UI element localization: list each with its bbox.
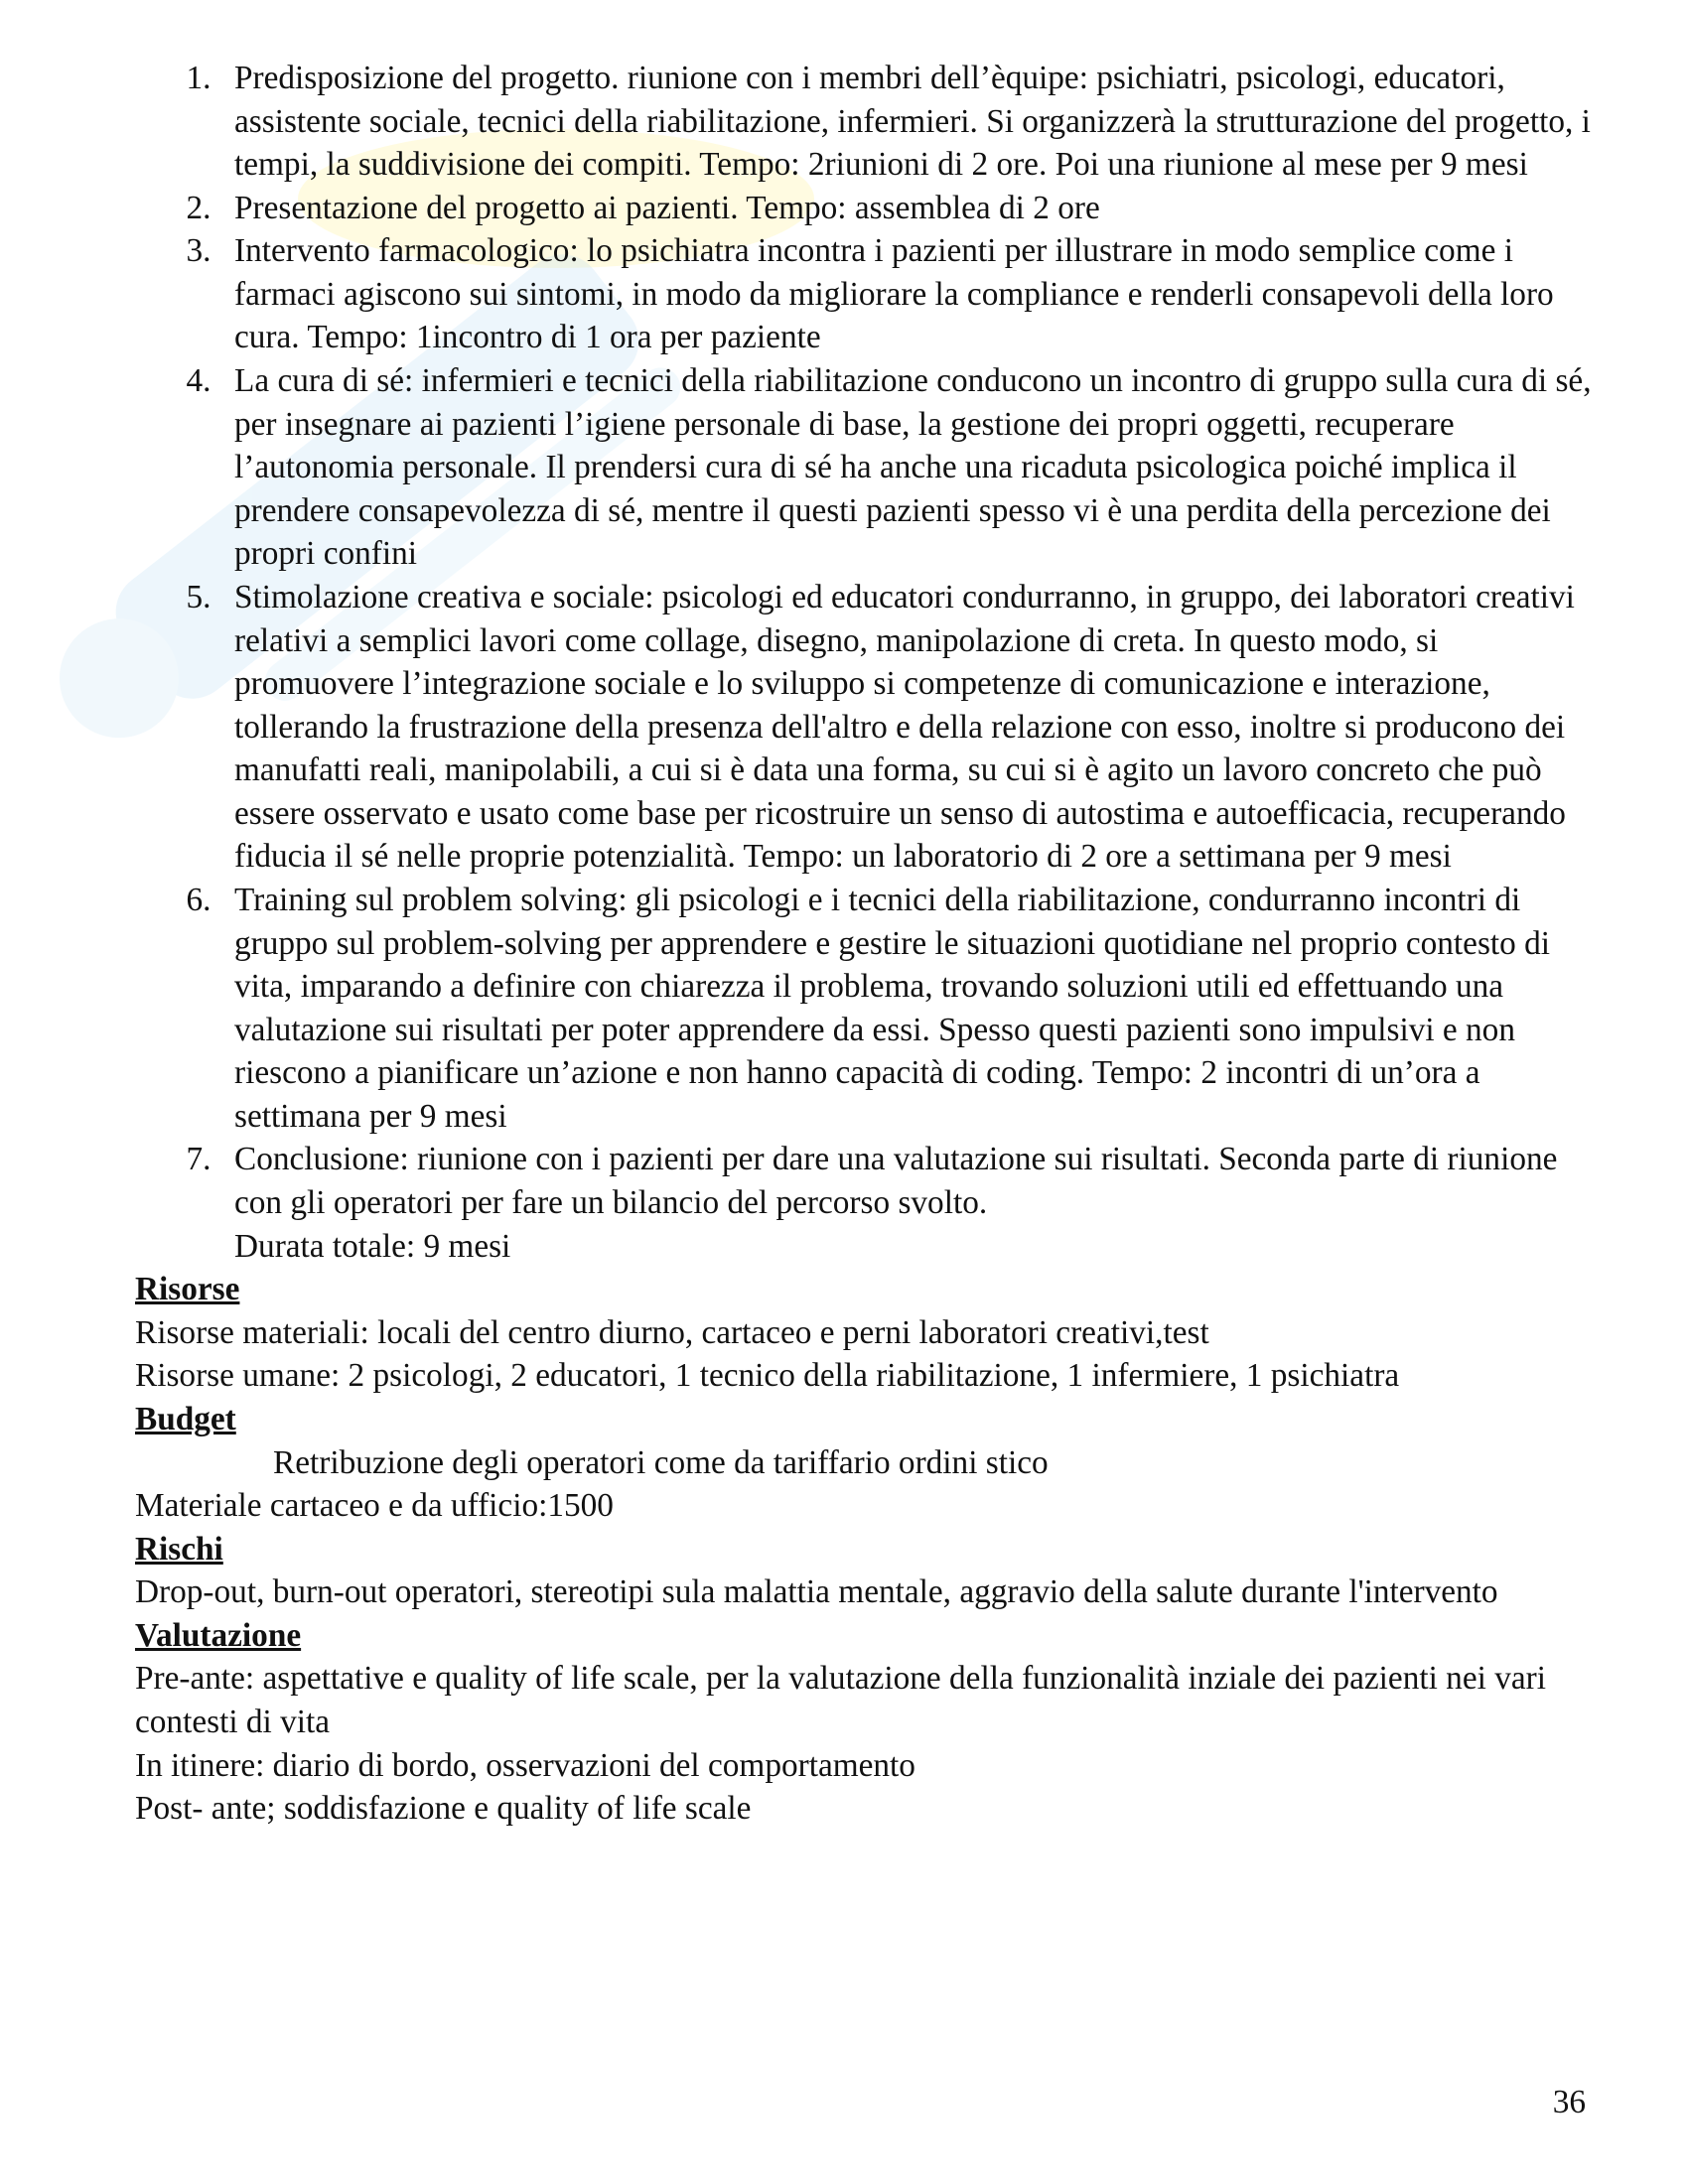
list-item-line: valutazione sui risultati per poter apprendere da essi. Spesso questi pazienti sono impulsivi e non xyxy=(234,1011,1515,1048)
list-item-line: gruppo sul problem-solving per apprendere e gestire le situazioni quotidiane nel proprio contesto di xyxy=(234,924,1551,962)
list-item-line: tempi, la suddivisione dei compiti. Tempo: 2riunioni di 2 ore. Poi una riunione al mese per 9 mesi xyxy=(234,146,1528,184)
list-item-line: Stimolazione creativa e sociale: psicologi ed educatori condurranno, in gruppo, dei laboratori creativi xyxy=(234,578,1575,615)
paragraph-line: Materiale cartaceo e da ufficio:1500 xyxy=(135,1487,614,1525)
list-item-line: con gli operatori per fare un bilancio del percorso svolto. xyxy=(234,1184,988,1222)
section-budget xyxy=(135,1398,1595,1528)
list-item-line: Presentazione del progetto ai pazienti. Tempo: assemblea di 2 ore xyxy=(234,189,1100,226)
section-rischi xyxy=(135,1528,1595,1614)
list-item xyxy=(135,359,1595,576)
section-heading: Risorse xyxy=(135,1271,240,1308)
list-item xyxy=(135,879,1595,1138)
list-item-line: Intervento farmacologico: lo psichiatra incontra i pazienti per illustrare in modo semplice come i xyxy=(234,232,1513,270)
list-item-line: relativi a semplici lavori come collage, disegno, manipolazione di creta. In questo modo, si xyxy=(234,621,1439,659)
list-item-line: cura. Tempo: 1incontro di 1 ora per paziente xyxy=(234,319,821,356)
paragraph-line: Risorse umane: 2 psicologi, 2 educatori, 1 tecnico della riabilitazione, 1 infermiere, 1 psichiatra xyxy=(135,1357,1400,1395)
list-item-line: per insegnare ai pazienti l’igiene personale di base, la gestione dei propri oggetti, recuperare xyxy=(234,405,1455,443)
paragraph-line: Retribuzione degli operatori come da tariffario ordini stico xyxy=(273,1443,1049,1481)
list-number: 5. xyxy=(186,578,211,615)
list-item-line: farmaci agiscono sui sintomi, in modo da migliorare la compliance e renderli consapevoli della loro xyxy=(234,275,1554,313)
list-item-line: prendere consapevolezza di sé, mentre il questi pazienti spesso vi è una perdita della percezione dei xyxy=(234,491,1551,529)
page-number: 36 xyxy=(1552,2084,1586,2120)
list-item-line: tollerando la frustrazione della presenza dell'altro e della relazione con esso, inoltre si producono dei xyxy=(234,708,1566,746)
list-item-line: essere osservato e usato come base per ricostruire un senso di autostima e autoefficacia, recuperando xyxy=(234,794,1566,832)
paragraph-line: In itinere: diario di bordo, osservazioni del comportamento xyxy=(135,1746,915,1784)
section-heading: Budget xyxy=(135,1400,236,1437)
list-item-line: settimana per 9 mesi xyxy=(234,1097,507,1135)
list-item-line: vita, imparando a definire con chiarezza il problema, trovando soluzioni utili ed effettuando una xyxy=(234,968,1504,1006)
list-number: 6. xyxy=(186,881,211,918)
list-item xyxy=(135,1138,1595,1268)
list-item-line: Conclusione: riunione con i pazienti per dare una valutazione sui risultati. Seconda parte di riunione xyxy=(234,1141,1558,1178)
list-item xyxy=(135,576,1595,879)
paragraph-line: Pre-ante: aspettative e quality of life scale, per la valutazione della funzionalità inziale dei pazienti nei vari xyxy=(135,1660,1546,1698)
section-valutazione xyxy=(135,1614,1595,1831)
paragraph-line: Post- ante; soddisfazione e quality of life scale xyxy=(135,1790,752,1828)
list-item xyxy=(135,229,1595,359)
list-item-line: propri confini xyxy=(234,535,418,573)
list-item-line: fiducia il sé nelle proprie potenzialità. Tempo: un laboratorio di 2 ore a settimana per 9 mesi xyxy=(234,838,1452,876)
list-number: 7. xyxy=(186,1141,211,1178)
list-item-line: riescono a pianificare un’azione e non hanno capacità di coding. Tempo: 2 incontri di un’ora a xyxy=(234,1054,1480,1092)
section-heading: Rischi xyxy=(135,1530,223,1568)
paragraph-line: Risorse materiali: locali del centro diurno, cartaceo e perni laboratori creativi,test xyxy=(135,1313,1209,1351)
list-item-line: La cura di sé: infermieri e tecnici della riabilitazione conducono un incontro di gruppo sulla cura di sé, xyxy=(234,362,1592,400)
list-item-line: manufatti reali, manipolabili, a cui si è data una forma, su cui si è agito un lavoro concreto che può xyxy=(234,751,1542,789)
paragraph-line: contesti di vita xyxy=(135,1703,331,1740)
section-heading: Valutazione xyxy=(135,1616,302,1654)
paragraph-line: Drop-out, burn-out operatori, stereotipi sula malattia mentale, aggravio della salute durante l'intervento xyxy=(135,1573,1498,1611)
list-item-line: assistente sociale, tecnici della riabilitazione, infermieri. Si organizzerà la strutturazione del progetto, i xyxy=(234,102,1591,140)
list-number: 3. xyxy=(186,232,211,270)
list-item-line: promuovere l’integrazione sociale e lo sviluppo si competenze di comunicazione e interazione, xyxy=(234,665,1490,703)
list-number: 4. xyxy=(186,362,211,400)
list-item-line: Predisposizione del progetto. riunione con i membri dell’èquipe: psichiatri, psicologi, educatori, xyxy=(234,60,1505,96)
list-number: 2. xyxy=(186,189,211,226)
document-body xyxy=(135,57,1595,1831)
list-number: 1. xyxy=(186,60,211,96)
list-item-line: Durata totale: 9 mesi xyxy=(234,1227,511,1265)
list-item-line: l’autonomia personale. Il prendersi cura di sé ha anche una ricaduta psicologica poiché implica il xyxy=(234,449,1517,486)
list-item xyxy=(135,187,1595,230)
list-item-line: Training sul problem solving: gli psicologi e i tecnici della riabilitazione, condurranno incontri di xyxy=(234,881,1521,918)
numbered-list xyxy=(135,57,1595,1268)
section-risorse xyxy=(135,1268,1595,1398)
list-item xyxy=(135,57,1595,187)
